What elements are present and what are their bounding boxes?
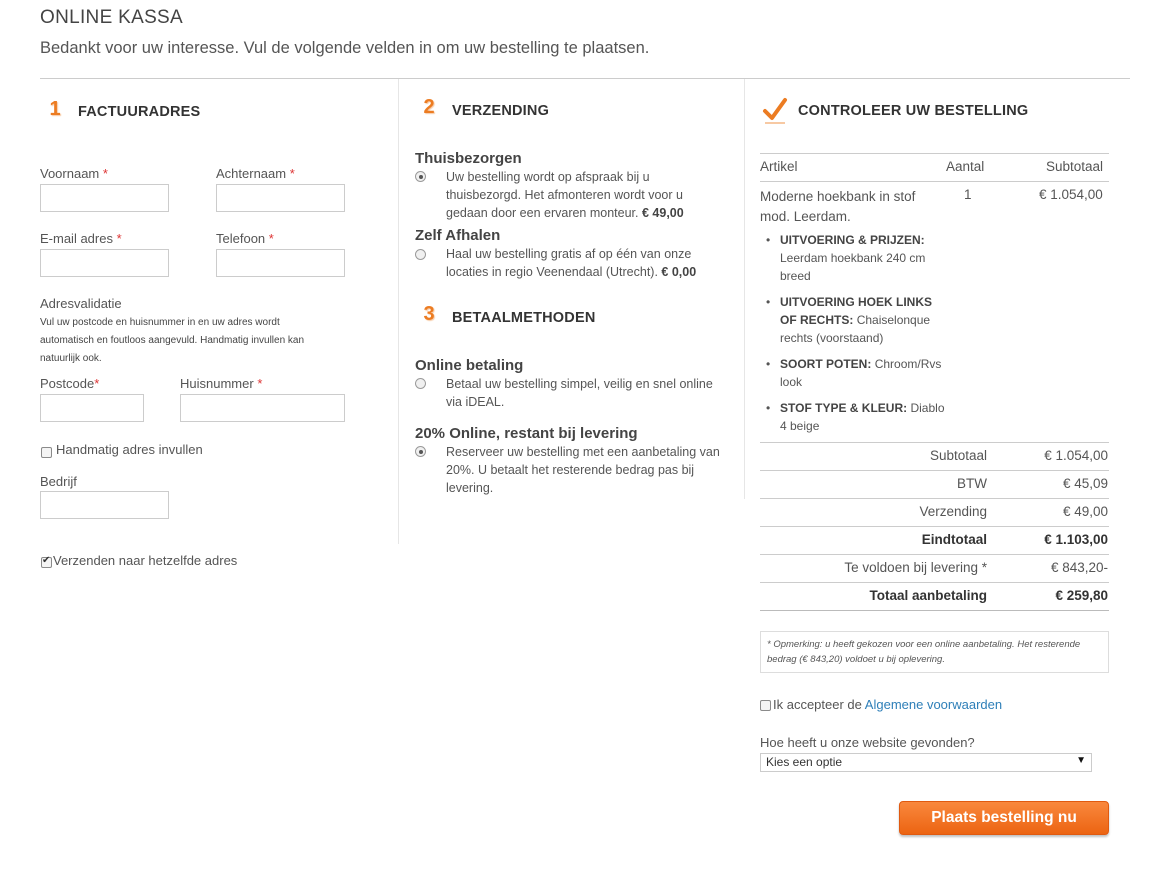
manual-address-label: Handmatig adres invullen [56,442,203,457]
list-item: • [766,295,771,309]
pickup-radio[interactable] [415,249,426,260]
totals-rule [760,442,1109,443]
payment-title: BETAALMETHODEN [452,310,596,326]
phone-label: Telefoon * [216,231,274,246]
table-top-rule [760,153,1109,154]
deposit-payment-radio[interactable] [415,446,426,457]
step-two-icon: 2 [423,96,435,118]
step-one-icon: 1 [49,98,61,120]
column-header-subtotal: Subtotaal [1046,159,1104,174]
billing-title: FACTUURADRES [78,104,201,120]
grand-total-value: € 1.103,00 [1044,532,1108,547]
shipping-option-text: Haal uw bestelling gratis af op één van onze locaties in regio Veenendaal (Utrecht). € 0,00 [446,247,697,279]
payment-option-text: Betaal uw bestelling simpel, veilig en snel online via iDEAL. [446,377,713,409]
last-name-input[interactable] [216,184,345,212]
item-name: Moderne hoekbank in stof mod. Leerdam. [760,189,916,224]
shipping-option-text: Uw bestelling wordt op afspraak bij u thuisbezorgd. Het afmonteren wordt voor u gedaan door een ervaren monteur. € 49,00 [446,170,684,220]
list-item: • [766,233,771,247]
due-on-delivery-label: Te voldoen bij levering * [844,560,987,575]
phone-input[interactable] [216,249,345,277]
shipping-cost-value: € 49,00 [1062,504,1108,519]
dropdown-arrow-icon: ▼ [1076,755,1086,766]
shipping-option-title: Zelf Afhalen [415,227,501,244]
shipping-option-title: Thuisbezorgen [415,150,522,167]
list-item: • [766,401,771,415]
grand-total-label: Eindtotaal [921,532,987,547]
page-title: ONLINE KASSA [40,7,183,28]
first-name-input[interactable] [40,184,169,212]
house-number-label: Huisnummer * [180,376,263,391]
item-quantity: 1 [964,187,972,202]
address-validation-title: Adresvalidatie [40,296,122,311]
subtotal-label: Subtotaal [929,448,987,463]
column-divider-right [744,79,745,499]
totals-rule [760,470,1109,471]
checkmark-icon [762,97,788,123]
item-option: STOF TYPE & KLEUR: Diablo 4 beige [780,401,945,433]
vat-label: BTW [957,476,987,491]
item-option: UITVOERING & PRIJZEN: Leerdam hoekbank 240 cm breed [780,233,926,283]
totals-rule [760,526,1109,527]
shipping-title: VERZENDING [452,103,550,119]
online-payment-radio[interactable] [415,378,426,389]
item-option: UITVOERING HOEK LINKS OF RECHTS: Chaiselonque rechts (voorstaand) [780,295,933,345]
same-address-checkbox[interactable] [41,557,52,568]
review-title: CONTROLEER UW BESTELLING [798,103,1029,119]
postcode-label: Postcode* [40,376,100,391]
postcode-input[interactable] [40,394,144,422]
deposit-total-label: Totaal aanbetaling [869,588,987,603]
payment-option-title: Online betaling [415,357,524,374]
email-label: E-mail adres * [40,231,122,246]
company-label: Bedrijf [40,474,77,489]
email-input[interactable] [40,249,169,277]
header-divider [40,78,1130,79]
first-name-label: Voornaam * [40,166,108,181]
source-question: Hoe heeft u onze website gevonden? [760,735,975,750]
totals-rule [760,498,1109,499]
company-input[interactable] [40,491,169,519]
payment-note: * Opmerking: u heeft gekozen voor een online aanbetaling. Het resterende bedrag (€ 843,20) voldoet u bij oplevering. [760,631,1109,673]
column-divider-left [398,79,399,544]
source-select[interactable]: Kies een optie ▼ [760,753,1092,772]
place-order-button[interactable]: Plaats bestelling nu [899,801,1109,835]
payment-option-title: 20% Online, restant bij levering [415,425,638,442]
payment-option-text: Reserveer uw bestelling met een aanbetaling van 20%. U betaalt het resterende bedrag pas bij levering. [446,445,720,495]
terms-label: Ik accepteer de Algemene voorwaarden [773,697,1003,712]
vat-value: € 45,09 [1062,476,1108,491]
terms-checkbox[interactable] [760,700,771,711]
due-on-delivery-value: € 843,20- [1050,560,1108,575]
item-option: SOORT POTEN: Chroom/Rvs look [780,357,942,389]
deposit-total-value: € 259,80 [1055,588,1108,603]
column-header-quantity: Aantal [946,159,985,174]
totals-rule [760,582,1109,583]
house-number-input[interactable] [180,394,345,422]
page-intro: Bedankt voor uw interesse. Vul de volgende velden in om uw bestelling te plaatsen. [40,39,650,57]
subtotal-value: € 1.054,00 [1044,448,1108,463]
same-address-label: Verzenden naar hetzelfde adres [53,553,238,568]
home-delivery-radio[interactable] [415,171,426,182]
totals-rule [760,554,1109,555]
shipping-cost-label: Verzending [919,504,987,519]
item-subtotal: € 1.054,00 [1039,187,1103,202]
last-name-label: Achternaam * [216,166,295,181]
terms-link[interactable]: Algemene voorwaarden [864,697,1003,712]
manual-address-checkbox[interactable] [41,447,52,458]
list-item: • [766,357,771,371]
table-header-rule [760,181,1109,182]
address-validation-text: Vul uw postcode en huisnummer in en uw adres wordt automatisch en foutloos aangevuld. Handmatig invullen kan natuurlijk ook. [40,317,305,364]
totals-bottom-rule [760,610,1109,611]
step-three-icon: 3 [423,303,435,325]
column-header-article: Artikel [760,159,798,174]
